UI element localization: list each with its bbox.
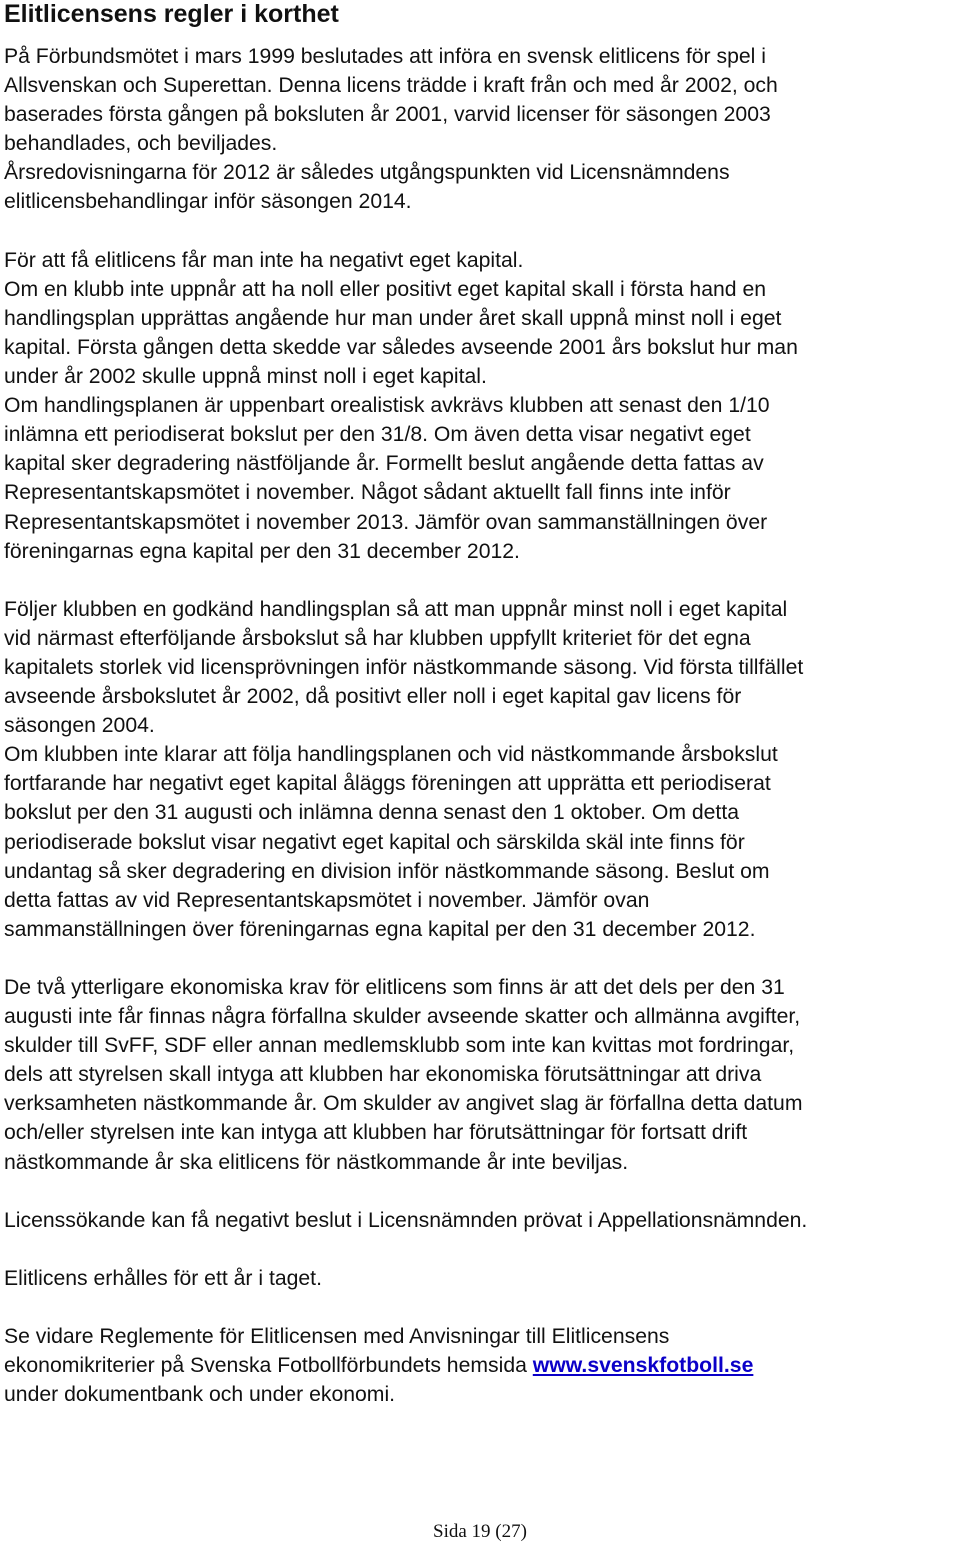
text-line: bokslut per den 31 augusti och inlämna denna senast den 1 oktober. Om detta xyxy=(4,801,739,825)
text-line: kapital sker degradering nästföljande år. Formellt beslut angående detta fattas av xyxy=(4,452,764,476)
text-line: fortfarande har negativt eget kapital åläggs föreningen att upprätta ett periodiserat xyxy=(4,772,771,796)
paragraph-appeal xyxy=(4,1206,960,1235)
document-body xyxy=(4,42,960,1409)
text-line: undantag så sker degradering en division inför nästkommande säsong. Beslut om xyxy=(4,859,770,883)
text-line: verksamheten nästkommande år. Om skulder av angivet slag är förfallna detta datum xyxy=(4,1092,803,1116)
paragraph-action-plan xyxy=(4,595,960,944)
paragraph-gap xyxy=(4,1235,960,1264)
text-line: Följer klubben en godkänd handlingsplan så att man uppnår minst noll i eget kapital xyxy=(4,597,788,621)
paragraph-gap xyxy=(4,944,960,973)
paragraph-gap xyxy=(4,1177,960,1206)
text-line: Årsredovisningarna för 2012 är således utgångspunkten vid Licensnämndens xyxy=(4,161,730,185)
text-line: nästkommande år ska elitlicens för nästkommande år inte beviljas. xyxy=(4,1150,629,1174)
text-line: Se vidare Reglemente för Elitlicensen med Anvisningar till Elitlicensens xyxy=(4,1325,670,1349)
text-line: under år 2002 skulle uppnå minst noll i eget kapital. xyxy=(4,365,487,389)
text-line: De två ytterligare ekonomiska krav för elitlicens som finns är att det dels per den 31 xyxy=(4,976,785,999)
text-line: behandlades, och beviljades. xyxy=(4,132,278,156)
svenskfotboll-link[interactable]: www.svenskfotboll.se xyxy=(532,1354,754,1378)
paragraph-intro xyxy=(4,42,960,217)
text-line: under dokumentbank och under ekonomi. xyxy=(4,1383,396,1407)
text-line: vid närmast efterföljande årsbokslut så har klubben uppfyllt kriteriet för det egna xyxy=(4,626,751,650)
paragraph-references xyxy=(4,1322,960,1409)
text-line: avseende årsbokslutet år 2002, då positivt eller noll i eget kapital gav licens för xyxy=(4,685,742,709)
text-line: periodiserade bokslut visar negativt eget kapital och särskilda skäl inte finns för xyxy=(4,830,745,854)
text-line: inlämna ett periodiserat bokslut per den 31/8. Om även detta visar negativt eget xyxy=(4,423,751,447)
text-line: baserades första gången på boksluten år 2001, varvid licenser för säsongen 2003 xyxy=(4,103,771,127)
text-line: skulder till SvFF, SDF eller annan medlemsklubb som inte kan kvittas mot fordringar, xyxy=(4,1034,795,1058)
text-line: augusti inte får finnas några förfallna skulder avseende skatter och allmänna avgifter, xyxy=(4,1005,801,1029)
text-line: Allsvenskan och Superettan. Denna licens trädde i kraft från och med år 2002, och xyxy=(4,74,778,98)
text-line: kapital. Första gången detta skedde var således avseende 2001 års bokslut hur man xyxy=(4,335,798,359)
text-line: och/eller styrelsen inte kan intyga att klubben har förutsättningar för fortsatt drift xyxy=(4,1121,748,1145)
text-line: elitlicensbehandlingar inför säsongen 2014. xyxy=(4,190,412,214)
text-line: Om en klubb inte uppnår att ha noll eller positivt eget kapital skall i första hand en xyxy=(4,277,767,301)
text-line: Representantskapsmötet i november. Något sådant aktuellt fall finns inte inför xyxy=(4,481,731,505)
text-line: föreningarnas egna kapital per den 31 december 2012. xyxy=(4,539,520,563)
text-line: Om klubben inte klarar att följa handlingsplanen och vid nästkommande årsbokslut xyxy=(4,743,778,767)
text-line: kapitalets storlek vid licensprövningen inför nästkommande säsong. Vid första tillfället xyxy=(4,655,804,679)
text-line: dels att styrelsen skall intyga att klubben har ekonomiska förutsättningar att driva xyxy=(4,1063,762,1087)
text-line: För att få elitlicens får man inte ha negativt eget kapital. xyxy=(4,248,524,272)
text-line: handlingsplan upprättas angående hur man under året skall uppnå minst noll i eget xyxy=(4,306,782,330)
text-segment: ekonomikriterier på Svenska Fotbollförbundets hemsida xyxy=(4,1354,533,1378)
text-line-with-link xyxy=(4,1351,960,1380)
paragraph-validity xyxy=(4,1264,960,1293)
paragraph-gap xyxy=(4,1293,960,1322)
text-line: säsongen 2004. xyxy=(4,714,155,738)
paragraph-gap xyxy=(4,217,960,246)
text-line: Om handlingsplanen är uppenbart orealistisk avkrävs klubben att senast den 1/10 xyxy=(4,394,770,418)
text-line: sammanställningen över föreningarnas egna kapital per den 31 december 2012. xyxy=(4,917,756,941)
text-line: Licenssökande kan få negativt beslut i Licensnämnden prövat i Appellationsnämnden. xyxy=(4,1208,808,1232)
page-title: Elitlicensens regler i korthet xyxy=(4,0,339,28)
paragraph-additional-requirements xyxy=(4,973,960,1177)
text-line: Elitlicens erhålles för ett år i taget. xyxy=(4,1266,322,1290)
text-line: Representantskapsmötet i november 2013. Jämför ovan sammanställningen över xyxy=(4,510,768,534)
text-line: detta fattas av vid Representantskapsmötet i november. Jämför ovan xyxy=(4,888,650,912)
paragraph-gap xyxy=(4,566,960,595)
page-footer: Sida 19 (27) xyxy=(433,1521,527,1542)
paragraph-equity-rules xyxy=(4,246,960,566)
text-line: På Förbundsmötet i mars 1999 beslutades att införa en svensk elitlicens för spel i xyxy=(4,45,766,68)
